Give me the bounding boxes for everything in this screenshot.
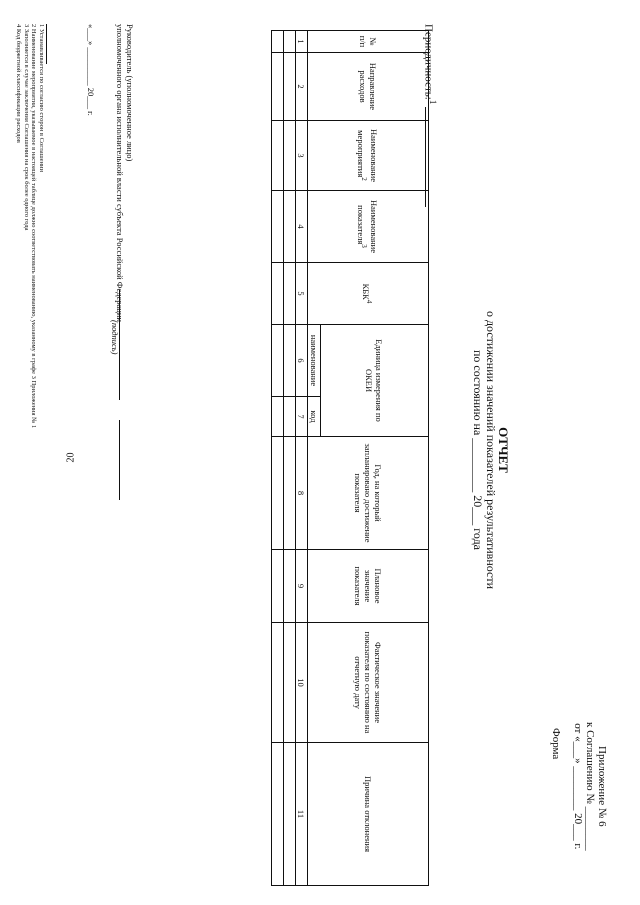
header-event [308,121,429,191]
empty-cell [272,397,284,437]
header-unit: Единица измерения по ОКЕИ [321,325,429,437]
title-date: по состоянию на _________ 20___ года [471,349,485,550]
header-kbk-footnote-ref: 4 [365,299,374,304]
empty-cell [272,263,284,325]
footnotes [15,24,45,428]
annex-number: Приложение № 6 [596,746,608,827]
empty-cell [284,263,296,325]
header-kbk-text: КБК [361,283,372,300]
empty-cell [272,437,284,550]
empty-cell [272,550,284,623]
empty-cell [284,325,296,397]
report-title [471,300,510,600]
col-number: 10 [296,623,308,743]
date-line: «___» _________ 20___ г. [86,24,96,116]
indicators-table [271,30,429,886]
footnote: 2 Наименование мероприятия, указываемое в настоящей таблице должно соответствовать наименованию, указанному в графе 3 Приложения № 1 [30,24,38,429]
col-number: 2 [296,53,308,121]
col-number: 9 [296,550,308,623]
footnote: 1 Устанавливается по согласию сторон в Соглашении [38,24,45,172]
header-direction: Направление расходов [308,53,429,121]
footnote-separator [46,24,47,64]
empty-cell [272,121,284,191]
empty-cell [284,623,296,743]
header-unit-name: наименование [308,325,321,397]
form-label: Форма [550,728,562,760]
header-indicator-footnote-ref: 3 [360,244,369,248]
empty-cell [284,191,296,263]
empty-cell [272,191,284,263]
empty-cell [284,550,296,623]
col-number: 5 [296,263,308,325]
header-num: № п/п [308,31,429,53]
footnote: 3 Заполняется в случае заключения Соглашения на срок более одного года [23,24,30,231]
header-indicator-text: Наименование показателя [356,200,380,253]
empty-cell [284,397,296,437]
header-unit-code: код [308,397,321,437]
header-year: Год, на который запланировано достижение показателя [308,437,429,550]
empty-cell [272,53,284,121]
column-numbers-row [296,31,308,886]
signature-block [115,24,135,322]
signature-role: Руководитель (уполномоченное лицо) [125,24,135,162]
col-number: 3 [296,121,308,191]
header-row [321,31,429,886]
col-number: 4 [296,191,308,263]
header-kbk [308,263,429,325]
signature-caption: (подпись) [110,320,120,355]
page-number: 20 [65,452,77,463]
empty-cell [284,31,296,53]
empty-cell [272,743,284,886]
empty-cell [284,53,296,121]
header-event-footnote-ref: 2 [360,177,369,181]
periodicity-footnote-ref: 1 [428,99,438,105]
annex-heading [572,722,608,851]
footnote: 4 Код бюджетной классификации расходов [15,24,23,143]
header-actual: Фактическое значение показателя по состоянию на отчетную дату [308,623,429,743]
empty-cell [284,743,296,886]
col-number: 11 [296,743,308,886]
empty-row [284,31,296,886]
title-main: ОТЧЕТ [496,427,511,473]
empty-cell [272,31,284,53]
signature-organ: уполномоченного органа исполнительной власти субъекта Российской Федерации [115,24,125,322]
title-subject: о достижении значений показателей результативности [484,310,498,590]
empty-cell [272,325,284,397]
name-line [119,420,120,500]
empty-cell [272,623,284,743]
header-indicator [308,191,429,263]
col-number: 1 [296,31,308,53]
empty-row [272,31,284,886]
header-reason: Причина отклонения [308,743,429,886]
empty-cell [284,121,296,191]
annex-date: от «___» ________ 20___ г. [572,723,584,850]
empty-cell [284,437,296,550]
periodicity-label: Периодичность: [422,24,435,100]
header-event-text: Наименование мероприятия [356,129,380,182]
col-number: 8 [296,437,308,550]
annex-agreement: к Соглашению № ________ [584,722,596,851]
header-planned: Плановое значение показателя [308,550,429,623]
col-number: 7 [296,397,308,437]
col-number: 6 [296,325,308,397]
